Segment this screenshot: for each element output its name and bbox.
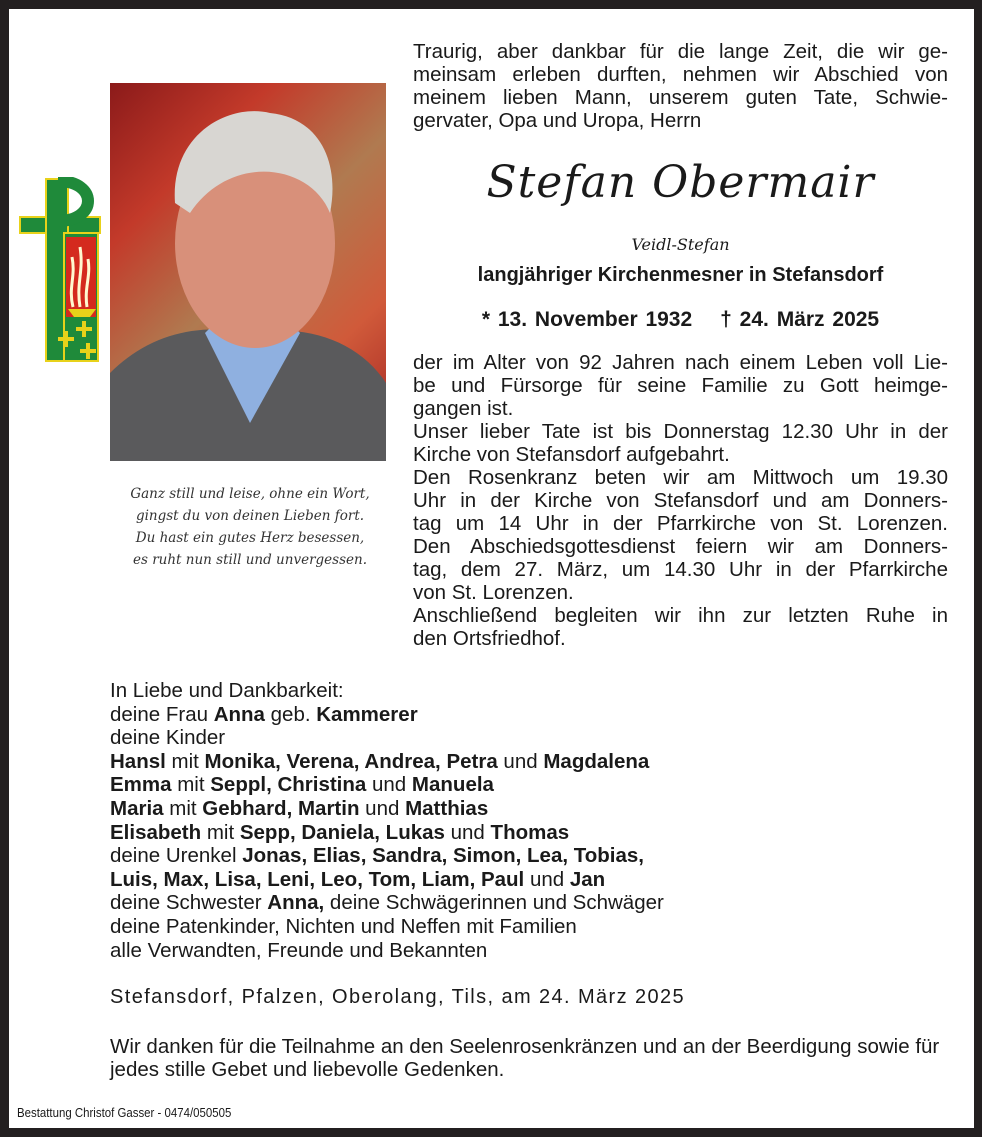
family-text: deine Schwägerinnen und Schwäger (324, 891, 664, 915)
text-line: Traurig, aber dankbar für die lange Zeit, die wir ge- (413, 40, 948, 63)
family-name: Maria (110, 796, 164, 820)
family-text: mit (165, 749, 205, 773)
obituary-sheet (9, 9, 974, 1128)
poem-line: Ganz still und leise, ohne ein Wort, (130, 486, 370, 502)
family-line (110, 868, 810, 892)
family-line (110, 773, 810, 797)
family-name: Hansl (110, 749, 166, 773)
text-line: gangen ist. (413, 397, 514, 420)
family-name: Kammerer (316, 702, 418, 726)
family-text: deine Frau (110, 702, 214, 726)
text-line: Den Rosenkranz beten wir am Mittwoch um 19.30 (413, 466, 948, 489)
role: langjähriger Kirchenmesner in Stefansdorf (477, 264, 884, 286)
family-line (110, 750, 810, 774)
family-text: mit (171, 773, 211, 797)
birth-date: * 13. November 1932 (481, 308, 693, 331)
family-line (110, 939, 810, 963)
text-line: tag, dem 27. März, um 14.30 Uhr in der Pfarrkirche (413, 558, 948, 581)
family-text: deine Kinder (110, 726, 226, 750)
text-line: Kirche von Stefansdorf aufgebahrt. (413, 443, 730, 466)
family-text: alle Verwandten, Freunde und Bekannten (110, 938, 488, 962)
text-line: meinsam erleben durften, nehmen wir Abschied von (413, 63, 948, 86)
family-text: mit (163, 796, 203, 820)
family-text: und (497, 749, 544, 773)
family-name: Monika, Verena, Andrea, Petra (204, 749, 498, 773)
family-name: Seppl, Christina (210, 773, 367, 797)
family-name: Magdalena (543, 749, 650, 773)
text-line: Den Abschiedsgottesdienst feiern wir am Donners- (413, 535, 948, 558)
family-name: Jonas, Elias, Sandra, Simon, Lea, Tobias, (242, 844, 644, 868)
text-line: be und Fürsorge für seine Familie zu Gott heimge- (413, 374, 948, 397)
text-line: der im Alter von 92 Jahren nach einem Leben voll Lie- (413, 351, 948, 374)
deceased-name: Stefan Obermair (486, 157, 875, 208)
thanks-text: Wir danken für die Teilnahme an den Seelenrosenkränzen und an der Beerdigung sowie für jedes stille Gebet und liebevolle Gedenken. (110, 1035, 940, 1081)
family-name: Matthias (405, 796, 489, 820)
family-name: Luis, Max, Lisa, Leni, Leo, Tom, Liam, Paul (110, 867, 525, 891)
family-line (110, 891, 810, 915)
family-text: mit (201, 820, 240, 844)
text-line: Unser lieber Tate ist bis Donnerstag 12.30 Uhr in der (413, 420, 948, 443)
announcement-text (413, 351, 948, 650)
family-line (110, 821, 810, 845)
family-name: Manuela (411, 773, 494, 797)
family-line (110, 844, 810, 868)
family-text: deine Schwester (110, 891, 268, 915)
life-dates (413, 308, 948, 332)
family-name: Emma (110, 773, 172, 797)
family-line (110, 726, 810, 750)
death-date: † 24. März 2025 (720, 308, 880, 331)
poem-line: gingst du von deinen Lieben fort. (135, 508, 365, 524)
poem-line: Du hast ein gutes Herz besessen, (135, 530, 365, 546)
family-text: und (444, 820, 491, 844)
family-name: Gebhard, Martin (202, 796, 360, 820)
family-line (110, 679, 810, 703)
text-line: den Ortsfriedhof. (413, 627, 566, 650)
portrait-photo (110, 83, 386, 461)
family-name: Sepp, Daniela, Lukas (239, 820, 445, 844)
family-text: und (524, 867, 570, 891)
text-line: Anschließend begleiten wir ihn zur letzten Ruhe in (413, 604, 948, 627)
family-name: Anna, (267, 891, 325, 915)
family-text: deine Patenkinder, Nichten und Neffen mit Familien (110, 914, 577, 938)
text-line: von St. Lorenzen. (413, 581, 574, 604)
text-line: Uhr in der Kirche von Stefansdorf und am Donners- (413, 489, 948, 512)
text-line: gervater, Opa und Uropa, Herrn (413, 109, 702, 132)
family-text: In Liebe und Dankbarkeit: (110, 679, 344, 702)
poem-line: es ruht nun still und unvergessen. (133, 552, 367, 568)
family-text: geb. (264, 702, 317, 726)
poem (105, 483, 395, 571)
family-text: und (366, 773, 412, 797)
family-name: Anna (213, 702, 265, 726)
intro-text (413, 40, 948, 132)
family-line (110, 797, 810, 821)
text-line: meinem lieben Mann, unserem guten Tate, Schwie- (413, 86, 948, 109)
family-name: Thomas (490, 820, 570, 844)
family-list (110, 679, 810, 962)
family-name: Jan (569, 867, 606, 891)
family-name: Elisabeth (110, 820, 202, 844)
funeral-home-footer: Bestattung Christof Gasser - 0474/050505 (17, 1105, 232, 1120)
family-text: und (359, 796, 406, 820)
nickname: Veidl-Stefan (631, 235, 730, 254)
family-line (110, 915, 810, 939)
text-line: tag um 14 Uhr in der Pfarrkirche von St. Lorenzen. (413, 512, 948, 535)
family-text: deine Urenkel (110, 844, 243, 868)
family-line (110, 703, 810, 727)
place-date: Stefansdorf, Pfalzen, Oberolang, Tils, am 24. März 2025 (110, 986, 686, 1008)
chi-rho-cross-icon (18, 177, 102, 363)
